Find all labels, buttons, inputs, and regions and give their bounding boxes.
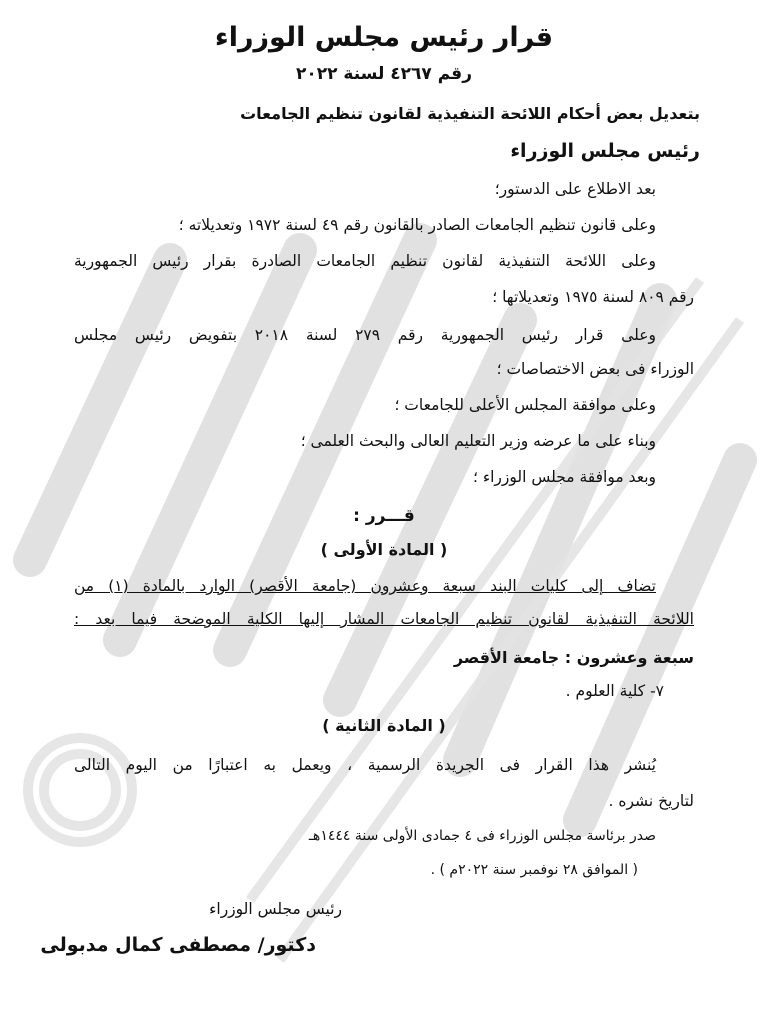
preamble-line: بعد الاطلاع على الدستور؛ [494,180,656,198]
preamble-line: الوزراء فى بعض الاختصاصات ؛ [496,360,694,378]
article-1-heading: ( المادة الأولى ) [320,540,448,559]
article-1-item-heading: سبعة وعشرون : جامعة الأقصر [453,648,694,667]
issued-line: صدر برئاسة مجلس الوزراء فى ٤ جمادى الأولى سنة ١٤٤٤هـ [308,828,656,844]
article-1-line: اللائحة التنفيذية لقانون تنظيم الجامعات المشار إليها الكلية الموضحة فيما بعد : [74,610,694,628]
article-2-line: لتاريخ نشره . [608,792,694,810]
preamble-line: وعلى قرار رئيس الجمهورية رقم ٢٧٩ لسنة ٢٠١٨ بتفويض رئيس مجلس [74,326,656,344]
article-1-item: ٧- كلية العلوم . [565,682,664,700]
signature-title: رئيس مجلس الوزراء [209,900,342,918]
decree-title: قرار رئيس مجلس الوزراء [214,22,554,53]
equivalent-date-line: ( الموافق ٢٨ نوفمبر سنة ٢٠٢٢م ) . [430,862,638,878]
decree-subject: بتعديل بعض أحكام اللائحة التنفيذية لقانون تنظيم الجامعات [240,104,700,123]
preamble-line: وبناء على ما عرضه وزير التعليم العالى والبحث العلمى ؛ [300,432,656,450]
preamble-line: وعلى موافقة المجلس الأعلى للجامعات ؛ [394,396,656,414]
article-2-line: يُنشر هذا القرار فى الجريدة الرسمية ، ويعمل به اعتبارًا من اليوم التالى [74,756,656,774]
preamble-line: وبعد موافقة مجلس الوزراء ؛ [472,468,656,486]
preamble-line: رقم ٨٠٩ لسنة ١٩٧٥ وتعديلاتها ؛ [492,288,694,306]
article-1-line: تضاف إلى كليات البند سبعة وعشرون (جامعة الأقصر) الوارد بالمادة (١) من [74,577,656,595]
preamble-line: وعلى قانون تنظيم الجامعات الصادر بالقانون رقم ٤٩ لسنة ١٩٧٢ وتعديلاته ؛ [178,216,656,234]
decree-number: رقم ٤٢٦٧ لسنة ٢٠٢٢ [296,64,472,84]
decided-label: قـــرر : [353,506,415,526]
preamble-line: وعلى اللائحة التنفيذية لقانون تنظيم الجامعات الصادرة بقرار رئيس الجمهورية [74,252,656,270]
decree-addressee: رئيس مجلس الوزراء [510,140,700,162]
article-2-heading: ( المادة الثانية ) [322,716,446,735]
signature-name: دكتور/ مصطفى كمال مدبولى [40,934,316,956]
